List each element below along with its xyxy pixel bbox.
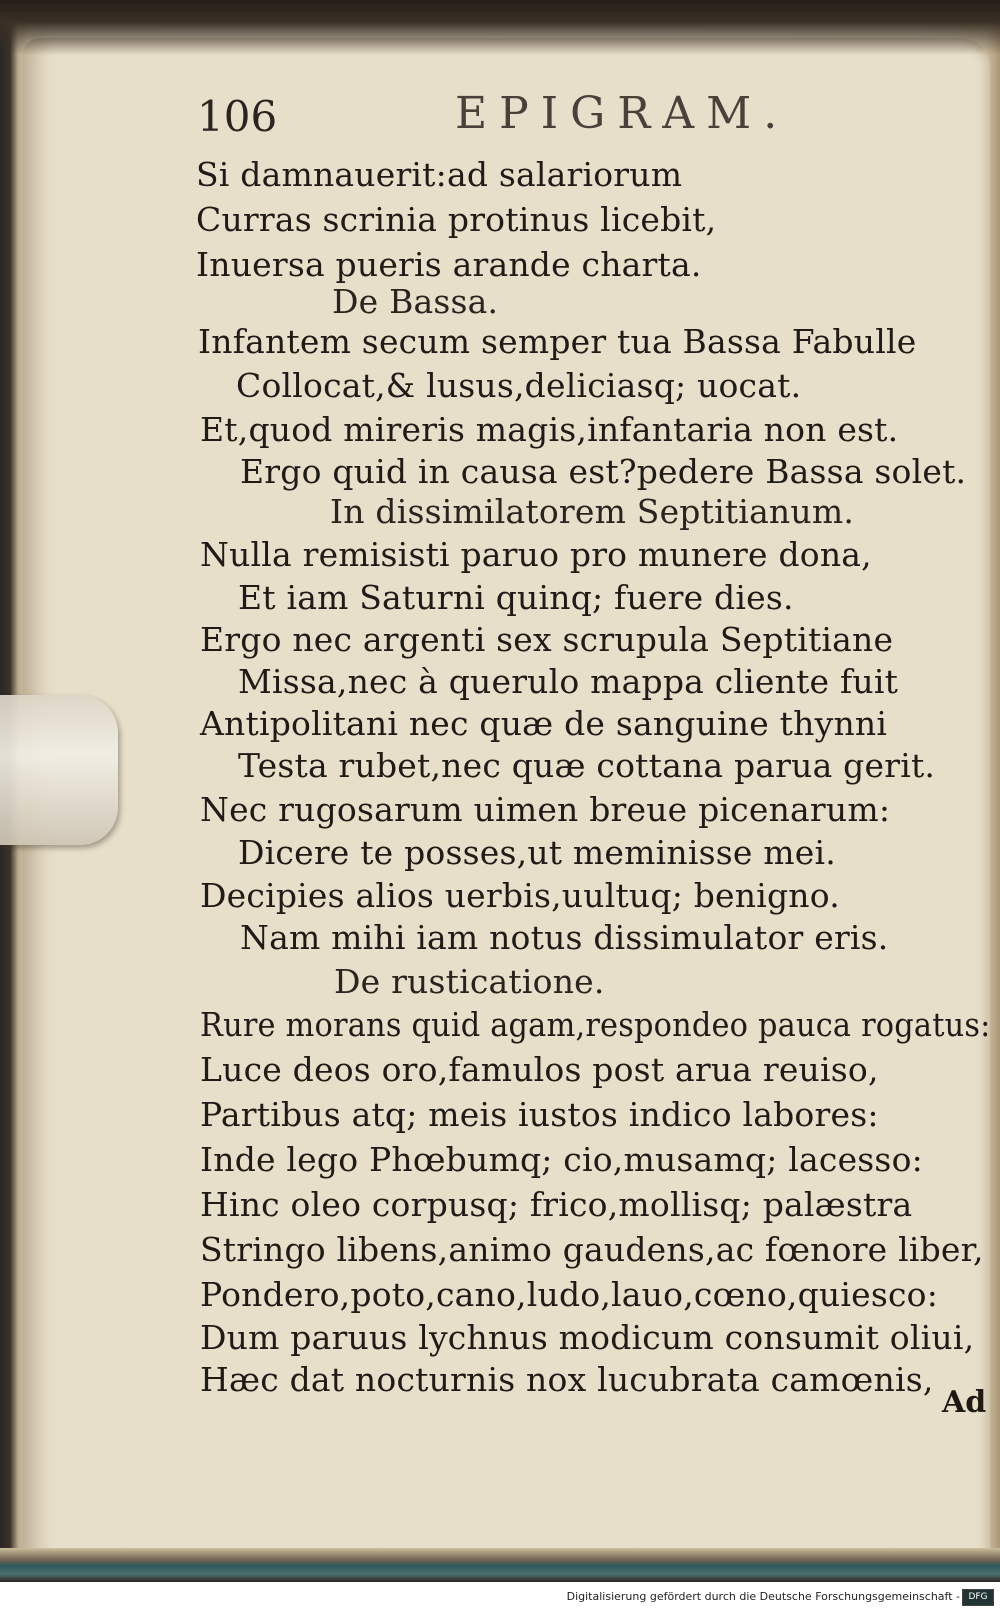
poem-line: Curras scrinia protinus licebit,: [196, 200, 717, 239]
poem-line: Hinc oleo corpusq; frico,mollisq; palæstra: [200, 1185, 913, 1224]
poem-line: Infantem secum semper tua Bassa Fabulle: [198, 322, 917, 361]
poem-line: Inuersa pueris arande charta.: [196, 245, 702, 284]
catchword: Ad: [942, 1385, 987, 1420]
poem-line: Collocat,& lusus,deliciasq; uocat.: [236, 366, 802, 405]
running-head: EPIGRAM.: [455, 88, 790, 139]
epigram-title: In dissimilatorem Septitianum.: [330, 492, 855, 531]
poem-line: Et iam Saturni quinq; fuere dies.: [238, 578, 794, 617]
poem-line: Ergo nec argenti sex scrupula Septitiane: [200, 620, 894, 659]
poem-line: Nec rugosarum uimen breue picenarum:: [200, 790, 891, 829]
poem-line: Si damnauerit:ad salariorum: [196, 155, 683, 194]
book-bottom-edge: [0, 1548, 1000, 1582]
poem-line: Stringo libens,animo gaudens,ac fœnore liber,: [200, 1230, 984, 1269]
poem-line: Nulla remisisti paruo pro munere dona,: [200, 535, 872, 574]
epigram-title: De rusticatione.: [334, 962, 605, 1001]
poem-line: Partibus atq; meis iustos indico labores:: [200, 1095, 879, 1134]
poem-line: Et,quod mireris magis,infantaria non est.: [200, 410, 899, 449]
poem-line: Dum paruus lychnus modicum consumit oliui,: [200, 1318, 975, 1357]
poem-line: Ergo quid in causa est?pedere Bassa solet.: [240, 452, 967, 491]
dfg-logo: DFG: [962, 1589, 994, 1606]
epigram-title: De Bassa.: [332, 282, 499, 321]
poem-line: Missa,nec à querulo mappa cliente fuit: [238, 662, 899, 701]
poem-line: Rure morans quid agam,respondeo pauca rogatus:: [200, 1005, 991, 1044]
poem-line: Nam mihi iam notus dissimulator eris.: [240, 918, 889, 957]
poem-line: Inde lego Phœbumq; cio,musamq; lacesso:: [200, 1140, 923, 1179]
funding-credit: Digitalisierung gefördert durch die Deutsche Forschungsgemeinschaft -: [566, 1590, 960, 1603]
poem-line: Decipies alios uerbis,uultuq; benigno.: [200, 876, 840, 915]
poem-line: Dicere te posses,ut meminisse mei.: [238, 833, 836, 872]
page-clip-bookmark: [0, 695, 118, 845]
page-number: 106: [197, 92, 278, 141]
poem-line: Pondero,poto,cano,ludo,lauo,cœno,quiesco:: [200, 1275, 939, 1314]
poem-line: Hæc dat nocturnis nox lucubrata camœnis,: [200, 1360, 934, 1399]
top-shadow: [0, 0, 1000, 55]
poem-line: Antipolitani nec quæ de sanguine thynni: [200, 704, 888, 743]
poem-line: Luce deos oro,famulos post arua reuiso,: [200, 1050, 879, 1089]
poem-line: Testa rubet,nec quæ cottana parua gerit.: [238, 746, 936, 785]
